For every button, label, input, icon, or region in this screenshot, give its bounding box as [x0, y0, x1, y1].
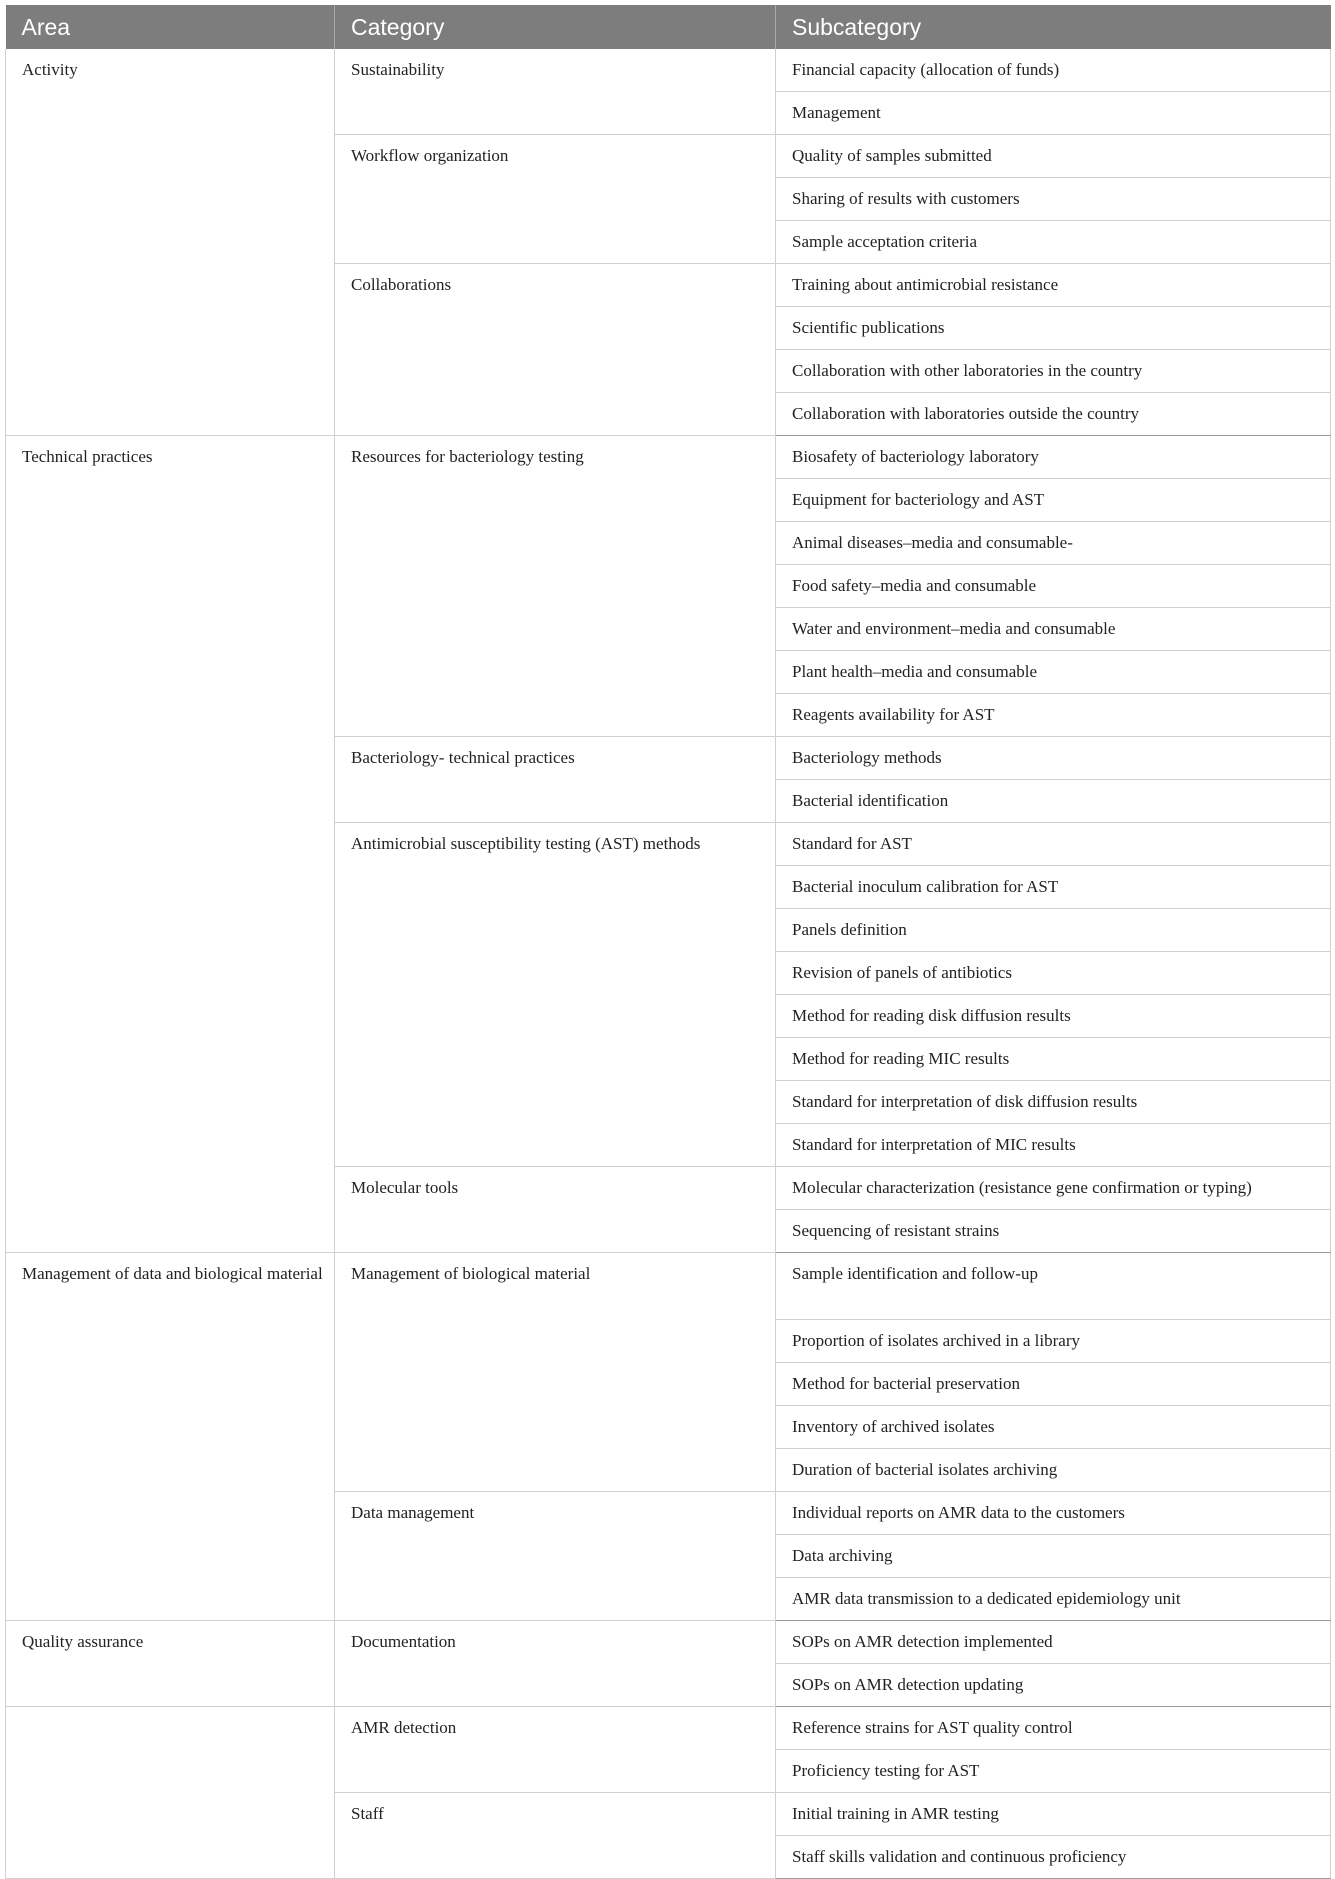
- subcategory-cell: Revision of panels of antibiotics: [776, 952, 1331, 995]
- table-row: [6, 1253, 1331, 1320]
- category-cell: AMR detection: [335, 1707, 776, 1793]
- subcategory-cell: Individual reports on AMR data to the customers: [776, 1492, 1331, 1535]
- category-cell: Workflow organization: [335, 135, 776, 264]
- subcategory-cell: Data archiving: [776, 1535, 1331, 1578]
- subcategory-cell: Bacterial inoculum calibration for AST: [776, 866, 1331, 909]
- subcategory-cell: Method for reading disk diffusion results: [776, 995, 1331, 1038]
- category-cell: Bacteriology- technical practices: [335, 737, 776, 823]
- subcategory-cell: Panels definition: [776, 909, 1331, 952]
- subcategory-cell: Biosafety of bacteriology laboratory: [776, 436, 1331, 479]
- table-row: [6, 49, 1331, 92]
- subcategory-cell: Proportion of isolates archived in a library: [776, 1320, 1331, 1363]
- subcategory-cell: AMR data transmission to a dedicated epidemiology unit: [776, 1578, 1331, 1621]
- area-cell: Activity: [6, 49, 335, 436]
- categories-table: [5, 5, 1331, 1879]
- category-cell: Sustainability: [335, 49, 776, 135]
- subcategory-cell: SOPs on AMR detection updating: [776, 1664, 1331, 1707]
- subcategory-cell: Financial capacity (allocation of funds): [776, 49, 1331, 92]
- subcategory-cell: Proficiency testing for AST: [776, 1750, 1331, 1793]
- subcategory-cell: Method for bacterial preservation: [776, 1363, 1331, 1406]
- subcategory-cell: Standard for interpretation of MIC results: [776, 1124, 1331, 1167]
- area-cell: Quality assurance: [6, 1621, 335, 1707]
- category-cell: Documentation: [335, 1621, 776, 1707]
- subcategory-cell: Animal diseases–media and consumable-: [776, 522, 1331, 565]
- category-cell: Antimicrobial susceptibility testing (AST) methods: [335, 823, 776, 1167]
- subcategory-cell: Collaboration with laboratories outside the country: [776, 393, 1331, 436]
- category-cell: Molecular tools: [335, 1167, 776, 1253]
- subcategory-cell: Standard for AST: [776, 823, 1331, 866]
- subcategory-cell: Sequencing of resistant strains: [776, 1210, 1331, 1253]
- area-cell: [6, 1707, 335, 1879]
- subcategory-cell: SOPs on AMR detection implemented: [776, 1621, 1331, 1664]
- category-cell: Staff: [335, 1793, 776, 1879]
- category-cell: Management of biological material: [335, 1253, 776, 1492]
- subcategory-cell: Quality of samples submitted: [776, 135, 1331, 178]
- subcategory-cell: Bacterial identification: [776, 780, 1331, 823]
- subcategory-cell: Method for reading MIC results: [776, 1038, 1331, 1081]
- area-cell: Management of data and biological material: [6, 1253, 335, 1621]
- subcategory-cell: Training about antimicrobial resistance: [776, 264, 1331, 307]
- category-cell: Resources for bacteriology testing: [335, 436, 776, 737]
- subcategory-cell: Water and environment–media and consumable: [776, 608, 1331, 651]
- subcategory-cell: Staff skills validation and continuous proficiency: [776, 1836, 1331, 1879]
- table-row: [6, 1707, 1331, 1750]
- category-cell: Collaborations: [335, 264, 776, 436]
- subcategory-cell: Initial training in AMR testing: [776, 1793, 1331, 1836]
- header-subcategory: Subcategory: [776, 5, 1331, 49]
- subcategory-cell: Sharing of results with customers: [776, 178, 1331, 221]
- table-body: [6, 49, 1331, 1879]
- subcategory-cell: Management: [776, 92, 1331, 135]
- subcategory-cell: Bacteriology methods: [776, 737, 1331, 780]
- subcategory-cell: Standard for interpretation of disk diffusion results: [776, 1081, 1331, 1124]
- header-area: Area: [6, 5, 335, 49]
- subcategory-cell: Sample identification and follow-up: [776, 1253, 1331, 1320]
- subcategory-cell: Scientific publications: [776, 307, 1331, 350]
- subcategory-cell: Food safety–media and consumable: [776, 565, 1331, 608]
- subcategory-cell: Inventory of archived isolates: [776, 1406, 1331, 1449]
- subcategory-cell: Duration of bacterial isolates archiving: [776, 1449, 1331, 1492]
- header-category: Category: [335, 5, 776, 49]
- subcategory-cell: Sample acceptation criteria: [776, 221, 1331, 264]
- subcategory-cell: Molecular characterization (resistance gene confirmation or typing): [776, 1167, 1331, 1210]
- header-row: [6, 5, 1331, 49]
- subcategory-cell: Collaboration with other laboratories in the country: [776, 350, 1331, 393]
- subcategory-cell: Equipment for bacteriology and AST: [776, 479, 1331, 522]
- table-row: [6, 1621, 1331, 1664]
- subcategory-cell: Plant health–media and consumable: [776, 651, 1331, 694]
- table-row: [6, 436, 1331, 479]
- subcategory-cell: Reference strains for AST quality control: [776, 1707, 1331, 1750]
- area-cell: Technical practices: [6, 436, 335, 1253]
- subcategory-cell: Reagents availability for AST: [776, 694, 1331, 737]
- category-cell: Data management: [335, 1492, 776, 1621]
